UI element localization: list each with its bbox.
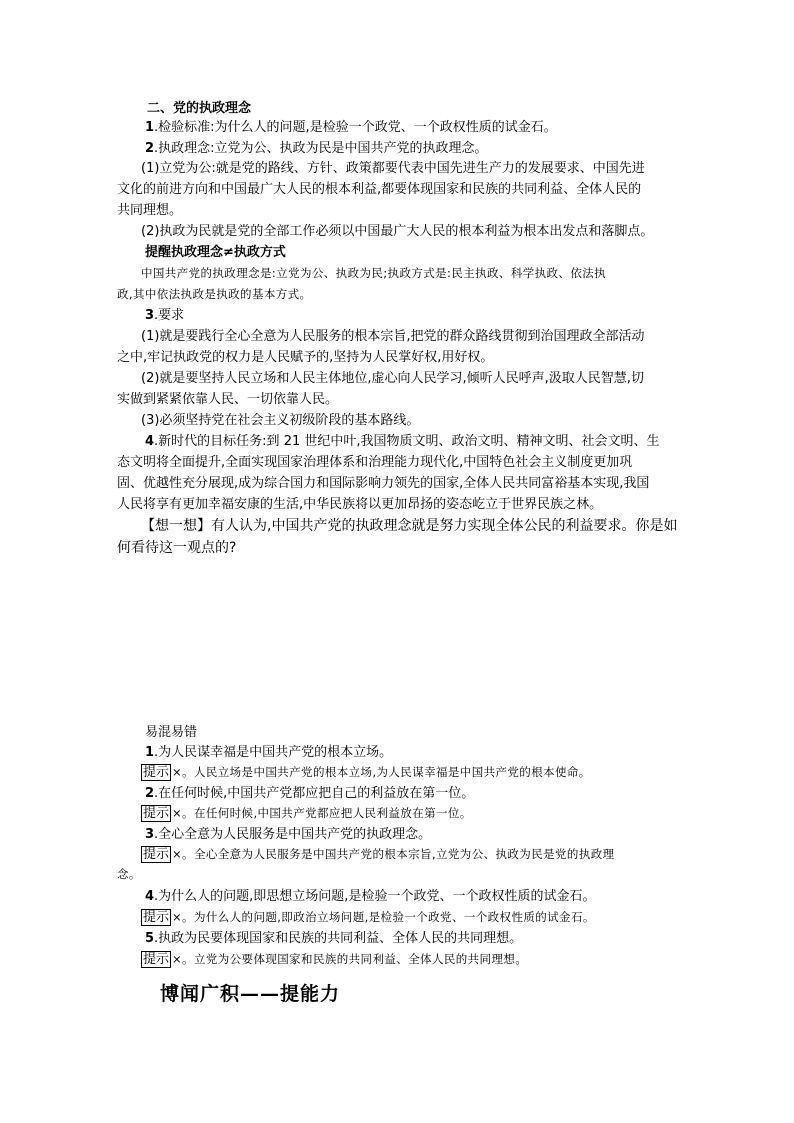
para-3-line-3: 共同理想。 <box>117 203 183 218</box>
tip-label: 提示 <box>143 765 170 780</box>
confusion-answer-3-cont: 念。 <box>117 867 141 881</box>
confusion-statement-5: 5.执政为民要体现国家和民族的共同利益、全体人民的共同理想。 <box>145 931 523 946</box>
req-1-line-1: (1)就是要践行全心全意为人民服务的根本宗旨,把党的群众路线贯彻到治国理政全部活动 <box>141 329 645 344</box>
req-3: (3)必须坚持党在社会主义初级阶段的基本路线。 <box>141 413 420 428</box>
para-requirements: 3.要求 <box>145 308 185 323</box>
para-3-line-1: (1)立党为公:就是党的路线、方针、政策都要代表中国先进生产力的发展要求、中国先进 <box>141 161 645 176</box>
think-line-1: 【想一想】有人认为,中国共产党的执政理念就是努力实现全体公民的利益要求。你是如 <box>141 518 678 534</box>
para-goals-line-4: 人民将享有更加幸福安康的生活,中华民族将以更加昂扬的姿态屹立于世界民族之林。 <box>117 497 603 512</box>
reminder-title: 提醒执政理念≠执政方式 <box>145 245 286 260</box>
section-title: 二、党的执政理念 <box>147 101 252 116</box>
para-3-line-2: 文化的前进方向和中国最广大人民的根本利益,都要体现国家和民族的共同利益、全体人民的 <box>117 182 642 197</box>
reminder-line-1: 中国共产党的执政理念是:立党为公、执政为民;执政方式是:民主执政、科学执政、依法执 <box>141 266 607 280</box>
confusion-statement-4: 4.为什么人的问题,即思想立场问题,是检验一个政党、一个政权性质的试金石。 <box>145 889 596 904</box>
req-2-line-2: 实做到紧紧依靠人民、一切依靠人民。 <box>117 392 339 407</box>
para-1: 1.检验标准:为什么人的问题,是检验一个政党、一个政权性质的试金石。 <box>145 120 557 135</box>
reminder-line-2: 政,其中依法执政是执政的基本方式。 <box>117 287 312 301</box>
confusion-statement-1: 1.为人民谋幸福是中国共产党的根本立场。 <box>145 745 393 760</box>
req-1-line-2: 之中,牢记执政党的权力是人民赋予的,坚持为人民掌好权,用好权。 <box>117 350 494 365</box>
para-2: 2.执政理念:立党为公、执政为民是中国共产党的执政理念。 <box>145 141 488 156</box>
confusion-statement-2: 2.在任何时候,中国共产党都应把自己的利益放在第一位。 <box>145 786 475 801</box>
think-line-2: 何看待这一观点的? <box>117 540 237 556</box>
para-goals-line-2: 态文明将全面提升,全面实现国家治理体系和治理能力现代化,中国特色社会主义制度更加巩 <box>117 455 633 470</box>
req-2-line-1: (2)就是要坚持人民立场和人民主体地位,虚心向人民学习,倾听人民呼声,汲取人民智慧,切 <box>141 371 644 386</box>
para-goals-line-1: 4.新时代的目标任务:到 21 世纪中叶,我国物质文明、政治文明、精神文明、社会文明、生 <box>145 434 660 449</box>
tip-label: 提示 <box>143 910 170 925</box>
confusion-answer-1: 提示 ×。人民立场是中国共产党的根本立场,为人民谋幸福是中国共产党的根本使命。 <box>143 765 591 780</box>
confusion-title: 易混易错 <box>145 725 198 740</box>
para-goals-line-3: 固、优越性充分展现,成为综合国力和国际影响力领先的国家,全体人民共同富裕基本实现,我国 <box>117 476 650 491</box>
footer-section-title: 博闻广积——提能力 <box>160 983 341 1005</box>
tip-label: 提示 <box>143 806 170 821</box>
tip-label: 提示 <box>143 952 170 967</box>
confusion-answer-2: 提示 ×。在任何时候,中国共产党都应把人民利益放在第一位。 <box>143 806 472 821</box>
confusion-answer-5: 提示 ×。立党为公要体现国家和民族的共同利益、全体人民的共同理想。 <box>143 952 528 967</box>
confusion-statement-3: 3.全心全意为人民服务是中国共产党的执政理念。 <box>145 827 432 842</box>
para-4: (2)执政为民就是党的全部工作必须以中国最广大人民的根本利益为根本出发点和落脚点。 <box>141 224 654 239</box>
tip-label: 提示 <box>143 847 170 862</box>
confusion-answer-3: 提示 ×。全心全意为人民服务是中国共产党的根本宗旨,立党为公、执政为民是党的执政理 <box>143 847 615 862</box>
confusion-answer-4: 提示 ×。为什么人的问题,即政治立场问题,是检验一个政党、一个政权性质的试金石。 <box>143 910 595 925</box>
